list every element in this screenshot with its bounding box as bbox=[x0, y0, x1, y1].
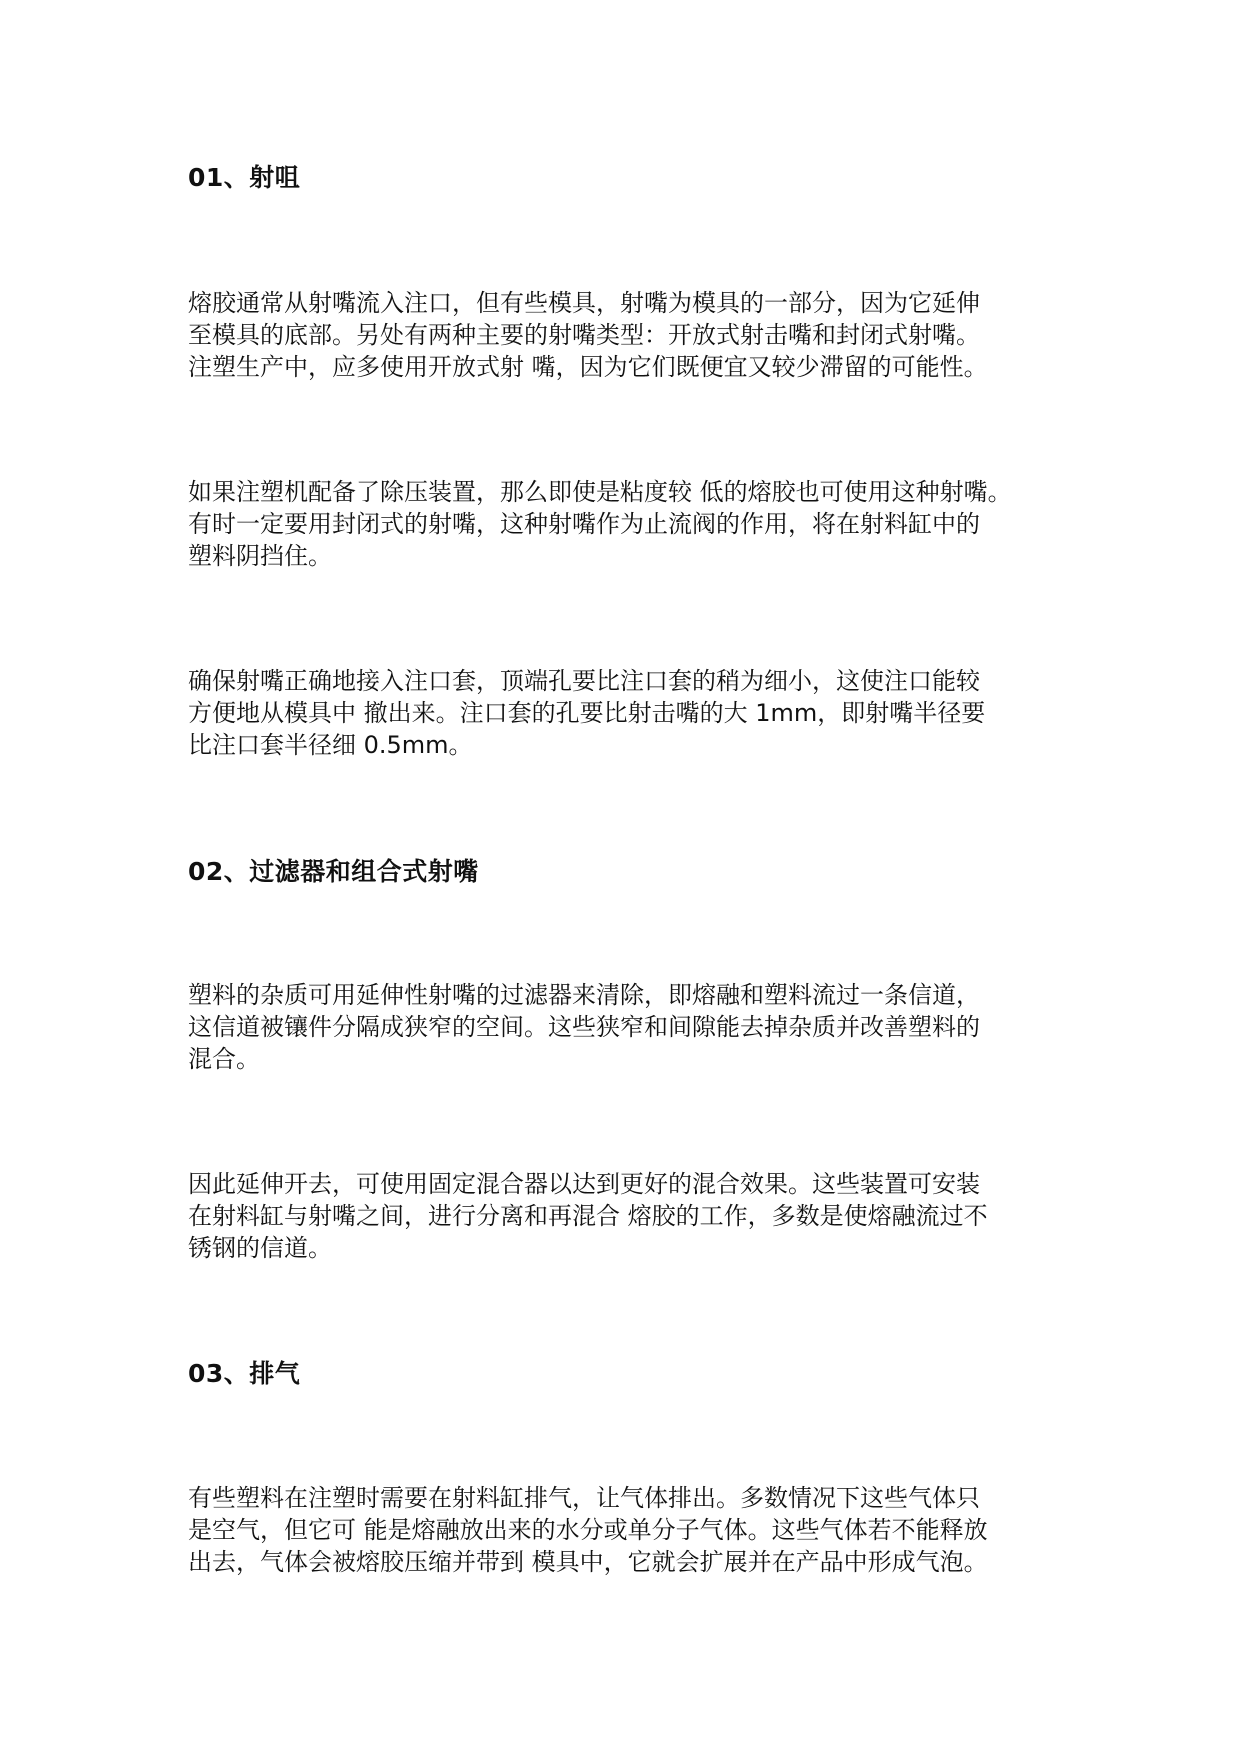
text-line: 方便地从模具中 撤出来。注口套的孔要比射击嘴的大 1mm，即射嘴半径要 bbox=[188, 699, 986, 727]
text-line: 因此延伸开去，可使用固定混合器以达到更好的混合效果。这些装置可安装 bbox=[188, 1170, 980, 1198]
text-line: 塑料的杂质可用延伸性射嘴的过滤器来清除，即熔融和塑料流过一条信道， bbox=[188, 981, 980, 1009]
section-heading-02: 02、过滤器和组合式射嘴 bbox=[188, 857, 479, 886]
text-line: 确保射嘴正确地接入注口套，顶端孔要比注口套的稍为细小，这使注口能较 bbox=[188, 667, 980, 695]
paragraph-pressure-device bbox=[188, 476, 1068, 572]
text-line: 有些塑料在注塑时需要在射料缸排气，让气体排出。多数情况下这些气体只 bbox=[188, 1484, 980, 1512]
text-line: 塑料阴挡住。 bbox=[188, 542, 332, 570]
text-line: 比注口套半径细 0.5mm。 bbox=[188, 731, 473, 759]
section-heading-01: 01、射咀 bbox=[188, 163, 301, 192]
paragraph-nozzle-types bbox=[188, 287, 1068, 383]
text-line: 有时一定要用封闭式的射嘴，这种射嘴作为止流阀的作用，将在射料缸中的 bbox=[188, 510, 980, 538]
text-line: 混合。 bbox=[188, 1045, 260, 1073]
text-line: 至模具的底部。另处有两种主要的射嘴类型：开放式射击嘴和封闭式射嘴。 bbox=[188, 321, 980, 349]
text-line: 这信道被镶件分隔成狭窄的空间。这些狭窄和间隙能去掉杂质并改善塑料的 bbox=[188, 1013, 980, 1041]
text-line: 出去，气体会被熔胶压缩并带到 模具中，它就会扩展并在产品中形成气泡。 bbox=[188, 1548, 988, 1576]
text-line: 锈钢的信道。 bbox=[188, 1234, 332, 1262]
text-line: 是空气，但它可 能是熔融放出来的水分或单分子气体。这些气体若不能释放 bbox=[188, 1516, 988, 1544]
paragraph-venting bbox=[188, 1482, 1068, 1578]
text-line: 注塑生产中，应多使用开放式射 嘴，因为它们既便宜又较少滞留的可能性。 bbox=[188, 353, 988, 381]
paragraph-sprue-bushing bbox=[188, 665, 1068, 761]
text-line: 在射料缸与射嘴之间，进行分离和再混合 熔胶的工作，多数是使熔融流过不 bbox=[188, 1202, 988, 1230]
section-heading-03: 03、排气 bbox=[188, 1359, 301, 1388]
paragraph-filter bbox=[188, 979, 1068, 1075]
text-line: 如果注塑机配备了除压装置，那么即使是粘度较 低的熔胶也可使用这种射嘴。 bbox=[188, 478, 1012, 506]
paragraph-static-mixer bbox=[188, 1168, 1068, 1264]
text-line: 熔胶通常从射嘴流入注口，但有些模具，射嘴为模具的一部分，因为它延伸 bbox=[188, 289, 980, 317]
